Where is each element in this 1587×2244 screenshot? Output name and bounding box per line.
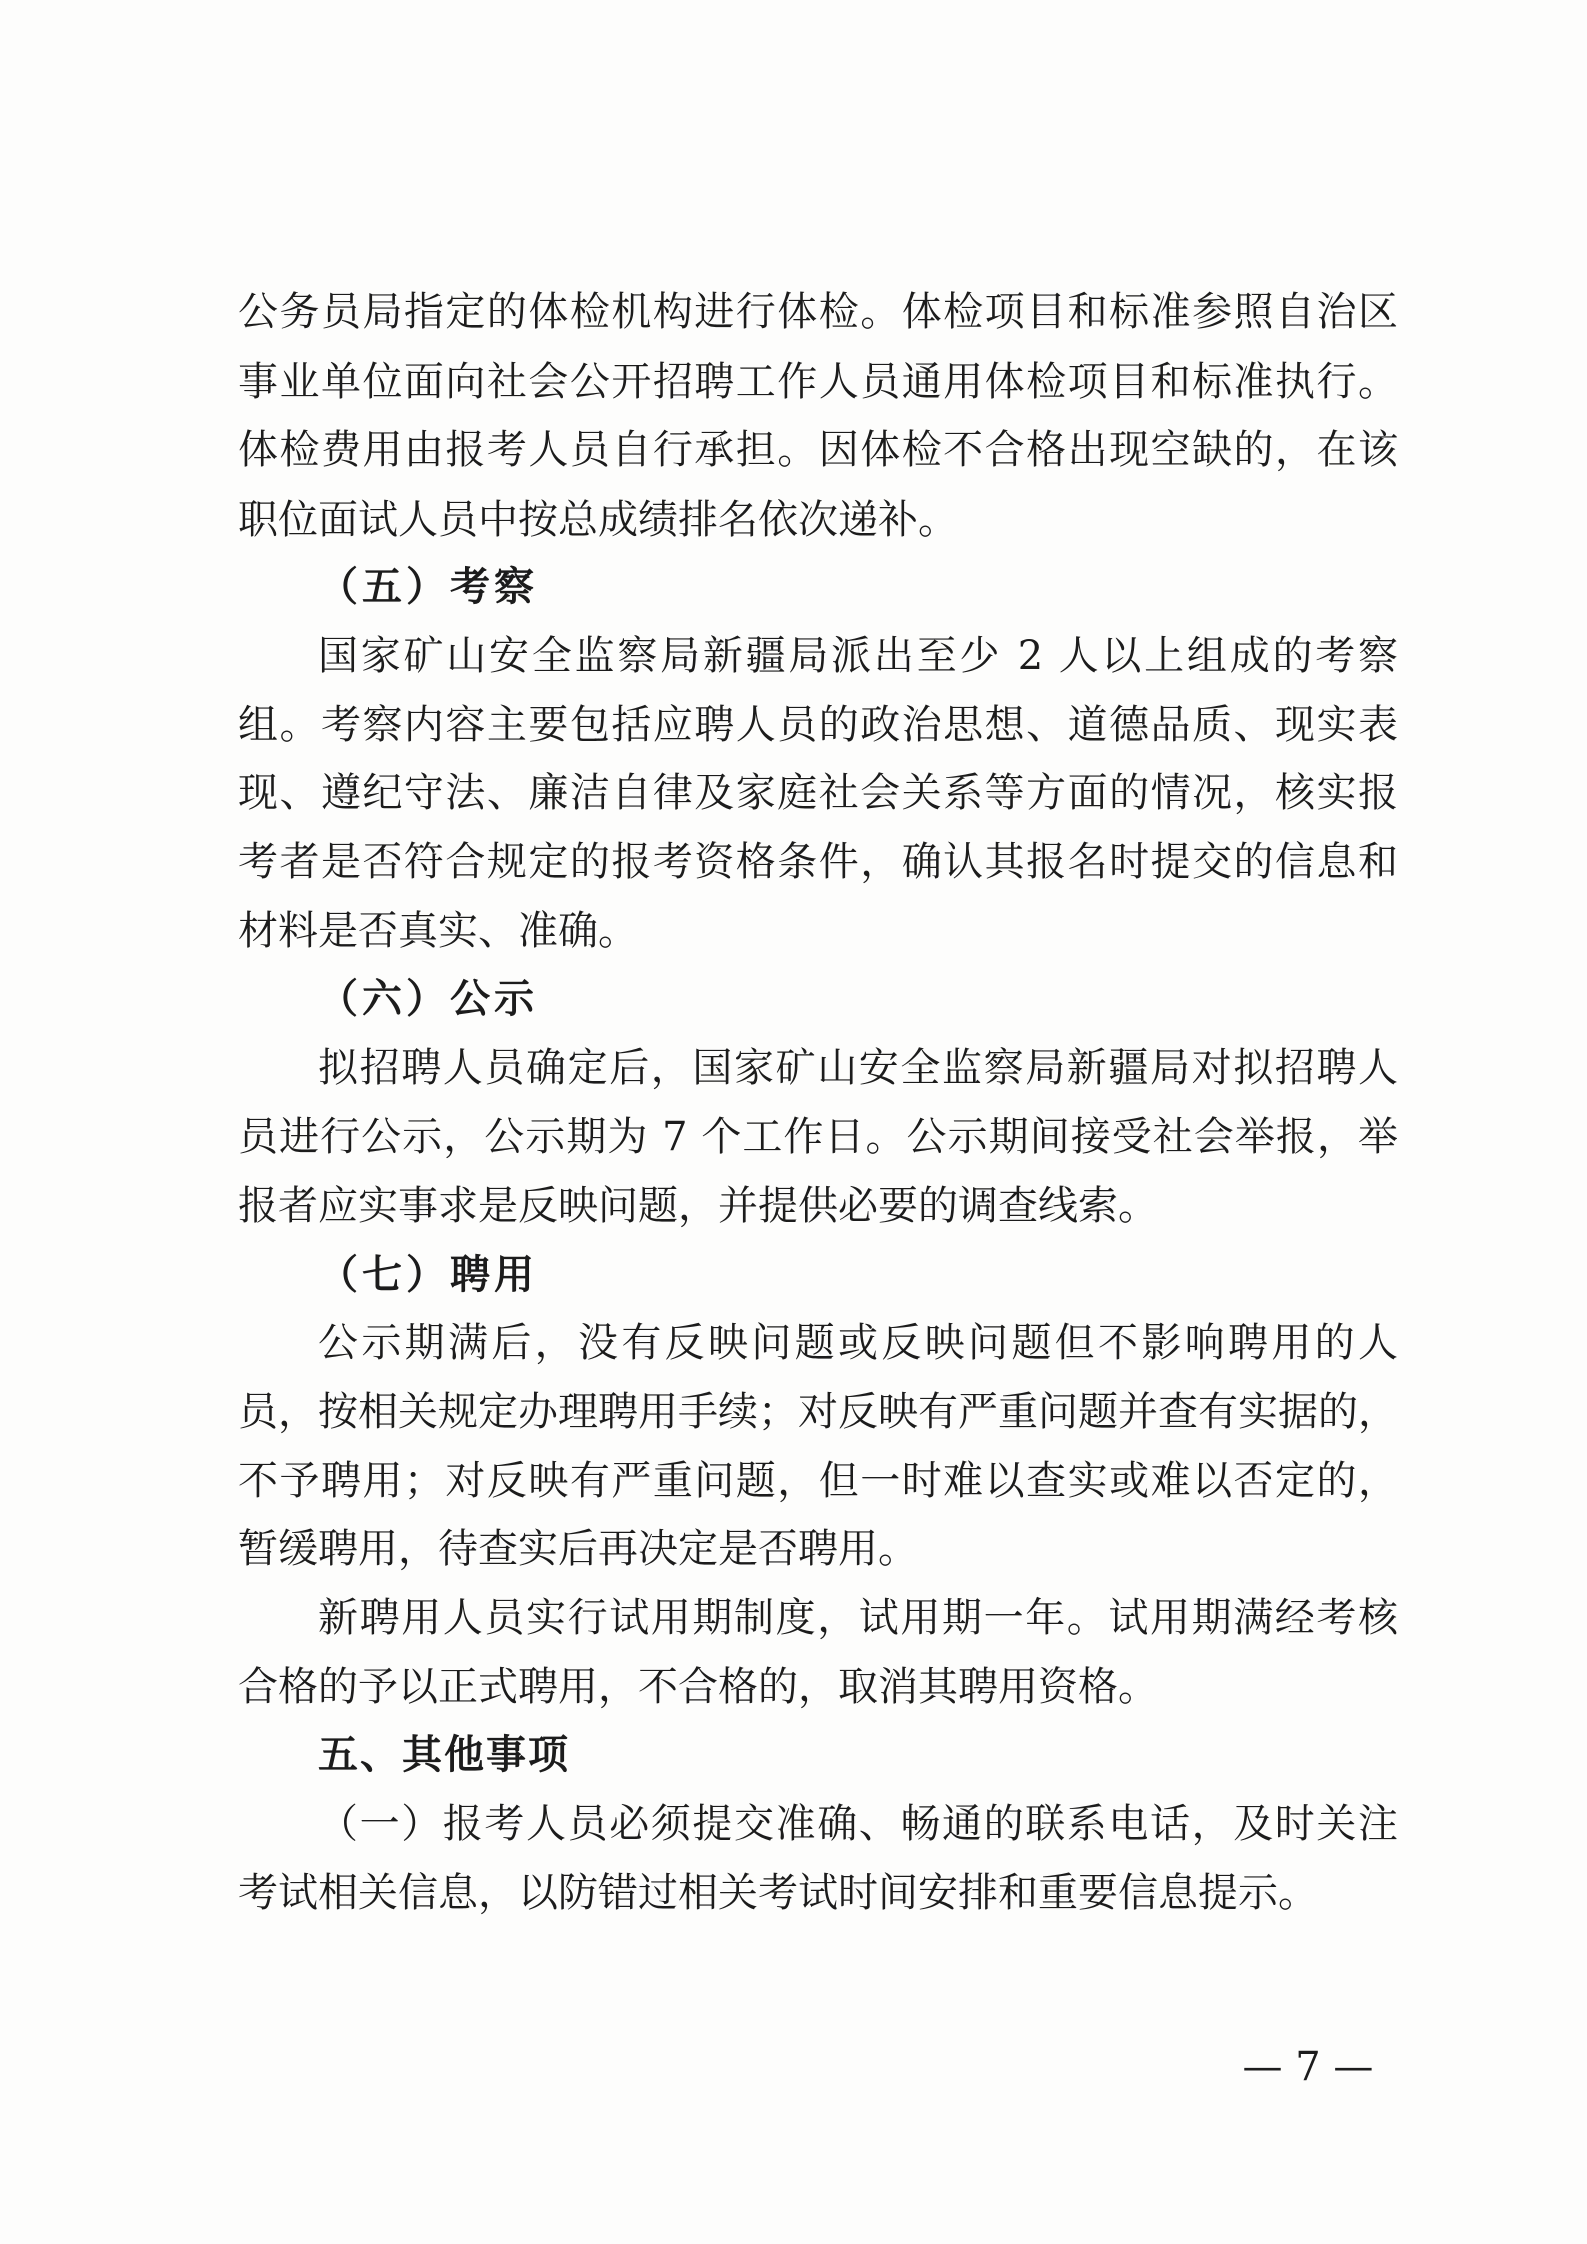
paragraph-line: 合格的予以正式聘用，不合格的，取消其聘用资格。 (238, 1664, 1158, 1710)
paragraph-line: 考试相关信息，以防错过相关考试时间安排和重要信息提示。 (238, 1870, 1318, 1916)
paragraph-line: 体检费用由报考人员自行承担。因体检不合格出现空缺的，在该 (238, 427, 1398, 473)
paragraph-line: 公务员局指定的体检机构进行体检。体检项目和标准参照自治区 (238, 289, 1398, 335)
paragraph-line: 材料是否真实、准确。 (238, 908, 638, 954)
paragraph-line: 员进行公示，公示期为 7 个工作日。公示期间接受社会举报，举 (238, 1114, 1398, 1160)
paragraph-line: 新聘用人员实行试用期制度，试用期一年。试用期满经考核 (318, 1595, 1398, 1641)
section-heading-publicity: （六）公示 (318, 976, 538, 1022)
paragraph-line: 组。考察内容主要包括应聘人员的政治思想、道德品质、现实表 (238, 702, 1398, 748)
paragraph-line: 不予聘用；对反映有严重问题，但一时难以查实或难以否定的， (238, 1458, 1398, 1504)
section-heading-employment: （七）聘用 (318, 1252, 538, 1298)
section-heading-other-matters: 五、其他事项 (318, 1732, 570, 1778)
page-number: — 7 — (1242, 2044, 1374, 2090)
paragraph-line: 暂缓聘用，待查实后再决定是否聘用。 (238, 1526, 918, 1572)
paragraph-line: 职位面试人员中按总成绩排名依次递补。 (238, 497, 958, 543)
paragraph-line: 员，按相关规定办理聘用手续；对反映有严重问题并查有实据的， (238, 1389, 1398, 1435)
paragraph-line: 拟招聘人员确定后，国家矿山安全监察局新疆局对拟招聘人 (318, 1045, 1398, 1091)
paragraph-line: 公示期满后，没有反映问题或反映问题但不影响聘用的人 (318, 1320, 1398, 1366)
paragraph-line: 考者是否符合规定的报考资格条件，确认其报名时提交的信息和 (238, 839, 1398, 885)
paragraph-line: （一）报考人员必须提交准确、畅通的联系电话，及时关注 (318, 1801, 1398, 1847)
paragraph-line: 国家矿山安全监察局新疆局派出至少 2 人以上组成的考察 (318, 633, 1398, 679)
section-heading-inspection: （五）考察 (318, 564, 538, 610)
paragraph-line: 现、遵纪守法、廉洁自律及家庭社会关系等方面的情况，核实报 (238, 770, 1398, 816)
paragraph-line: 报者应实事求是反映问题，并提供必要的调查线索。 (238, 1183, 1158, 1229)
paragraph-line: 事业单位面向社会公开招聘工作人员通用体检项目和标准执行。 (238, 359, 1398, 405)
